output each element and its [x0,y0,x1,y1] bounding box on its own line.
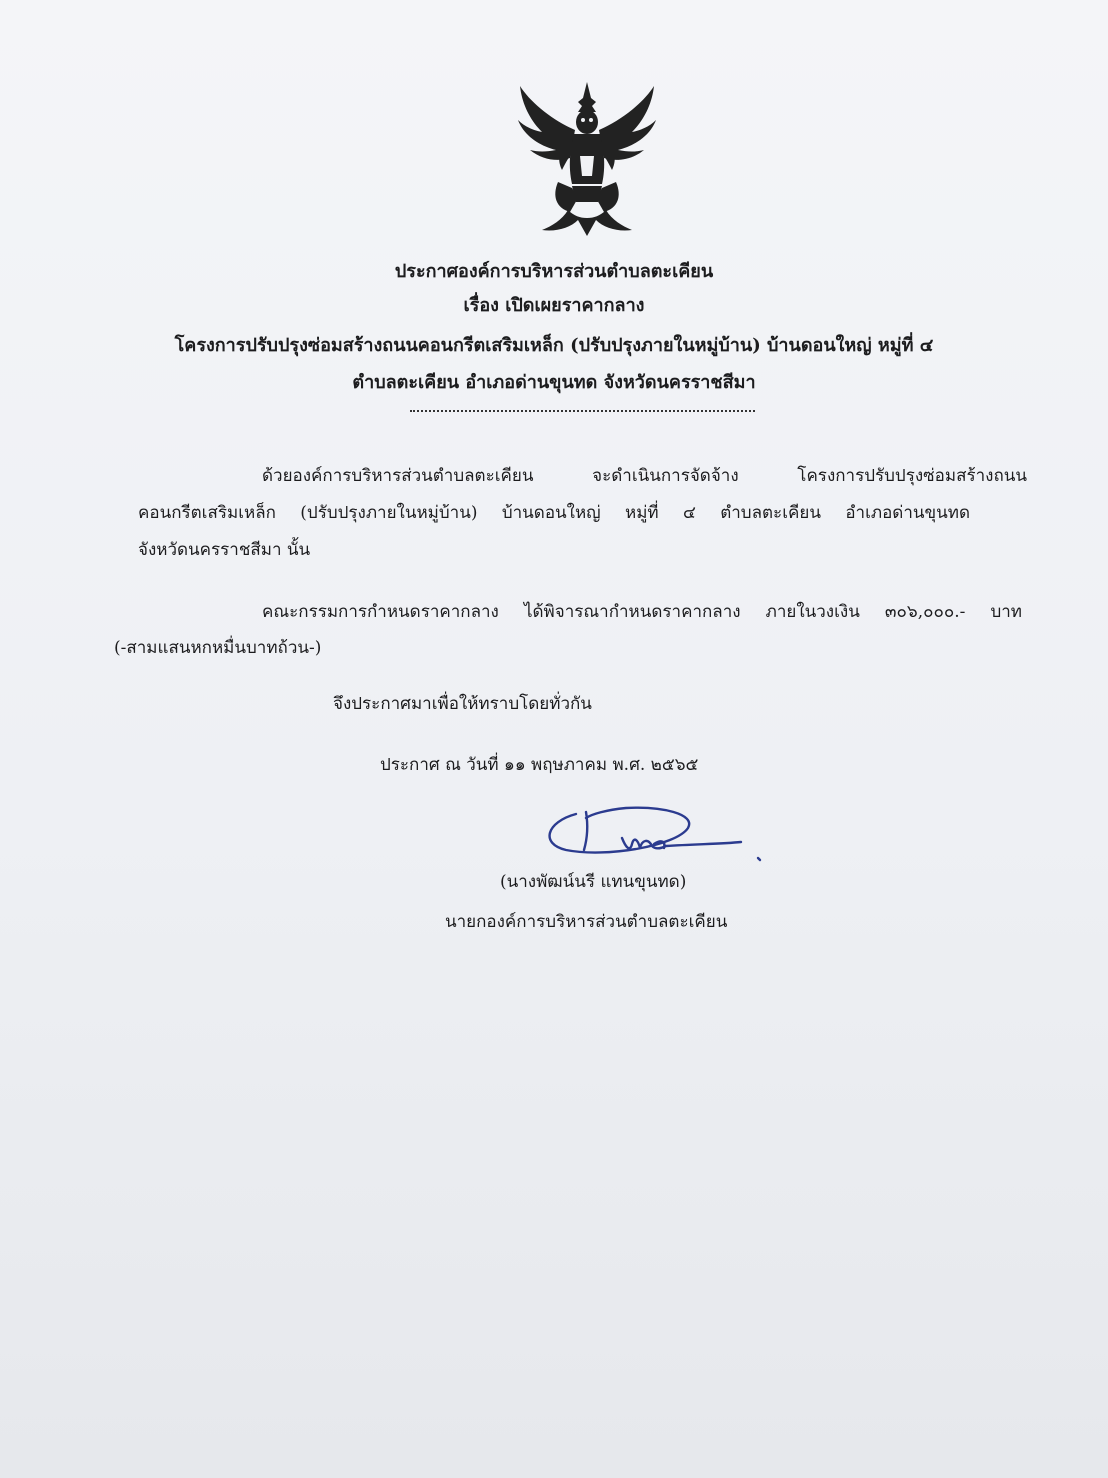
signatory-position: นายกองค์การบริหารส่วนตำบลตะเคียน [445,912,728,932]
paragraph2-line2: (-สามแสนหกหมื่นบาทถ้วน-) [114,638,322,658]
closing-statement: จึงประกาศมาเพื่อให้ทราบโดยทั่วกัน [333,694,592,714]
garuda-emblem-icon [512,80,662,238]
signatory-name: (นางพัฒน์นรี แทนขุนทด) [500,872,687,892]
paragraph1-line1: ด้วยองค์การบริหารส่วนตำบลตะเคียน จะดำเนินการจัดจ้าง โครงการปรับปรุงซ่อมสร้างถนน [262,466,1027,486]
announcement-title: ประกาศองค์การบริหารส่วนตำบลตะเคียน [394,261,714,282]
dotted-separator [410,410,755,412]
project-name-line2: ตำบลตะเคียน อำเภอด่านขุนทด จังหวัดนครราชสีมา [352,372,756,393]
paragraph2-line1: คณะกรรมการกำหนดราคากลาง ได้พิจารณากำหนดราคากลาง ภายในวงเงิน ๓๐๖,๐๐๐.- บาท [262,602,1022,622]
paragraph1-line3: จังหวัดนครราชสีมา นั้น [138,540,311,560]
announcement-date: ประกาศ ณ วันที่ ๑๑ พฤษภาคม พ.ศ. ๒๕๖๕ [380,755,699,775]
announcement-subject: เรื่อง เปิดเผยราคากลาง [463,295,645,316]
project-name-line1: โครงการปรับปรุงซ่อมสร้างถนนคอนกรีตเสริมเหล็ก (ปรับปรุงภายในหมู่บ้าน) บ้านดอนใหญ่ หมู่ที่ ๔ [174,335,934,356]
signature [536,800,768,872]
paragraph1-line2: คอนกรีตเสริมเหล็ก (ปรับปรุงภายในหมู่บ้าน) บ้านดอนใหญ่ หมู่ที่ ๔ ตำบลตะเคียน อำเภอด่านขุนทด [138,503,970,523]
